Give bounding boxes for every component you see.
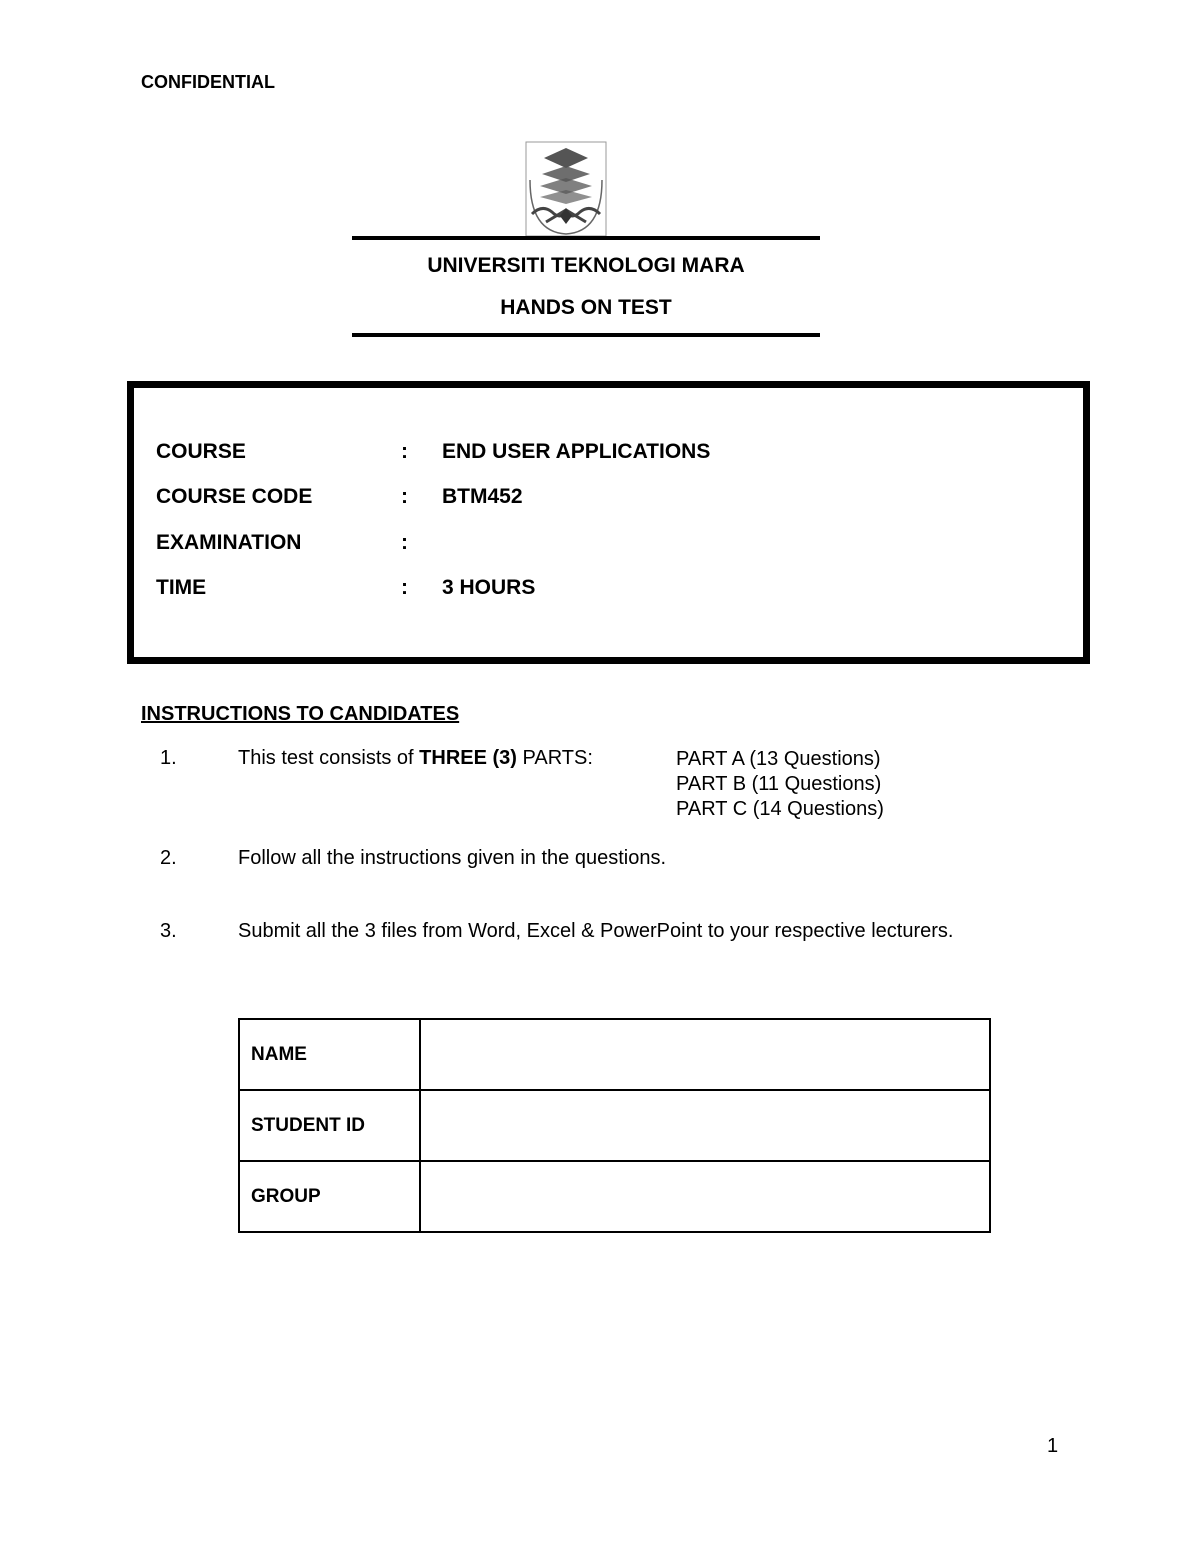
parts-list [676,747,884,822]
uitm-crest-icon [522,140,610,238]
course-code-label: COURSE CODE [156,485,313,508]
part-a: PART A (13 Questions) [676,748,881,770]
instruction-3-text: Submit all the 3 files from Word, Excel & PowerPoint to your respective lecturers. [238,920,954,942]
instruction-1-text-after: PARTS: [516,747,593,769]
group-field[interactable] [420,1161,990,1232]
course-colon: : [401,440,408,463]
name-field[interactable] [420,1019,990,1090]
table-row [239,1019,990,1090]
course-label: COURSE [156,440,246,463]
course-code-value: BTM452 [442,485,523,508]
instruction-2-number: 2. [160,847,177,869]
student-id-field[interactable] [420,1090,990,1161]
student-id-label: STUDENT ID [239,1090,420,1161]
time-label: TIME [156,576,207,599]
examination-label: EXAMINATION [156,531,302,554]
page-number: 1 [1047,1435,1059,1457]
instructions-heading: INSTRUCTIONS TO CANDIDATES [141,703,460,725]
instruction-1-text-before: This test consists of [238,747,420,769]
instruction-2-text: Follow all the instructions given in the questions. [238,847,667,869]
title-bottom-rule [352,333,820,337]
candidate-info-table [238,1018,991,1233]
instruction-1-text-bold: THREE (3) [419,747,517,769]
test-title: HANDS ON TEST [500,296,672,319]
course-value: END USER APPLICATIONS [442,440,711,463]
part-b: PART B (11 Questions) [676,773,882,795]
time-colon: : [401,576,408,599]
table-row [239,1161,990,1232]
instruction-3-number: 3. [160,920,177,942]
course-code-colon: : [401,485,408,508]
instruction-1-number: 1. [160,747,177,769]
confidential-label: CONFIDENTIAL [141,72,275,92]
instruction-1-text [238,747,593,770]
part-c: PART C (14 Questions) [676,798,884,820]
course-info-box [127,381,1090,664]
examination-colon: : [401,531,408,554]
group-label: GROUP [239,1161,420,1232]
time-value: 3 HOURS [442,576,536,599]
table-row [239,1090,990,1161]
university-name: UNIVERSITI TEKNOLOGI MARA [427,254,745,277]
name-label: NAME [239,1019,420,1090]
title-top-rule [352,236,820,240]
